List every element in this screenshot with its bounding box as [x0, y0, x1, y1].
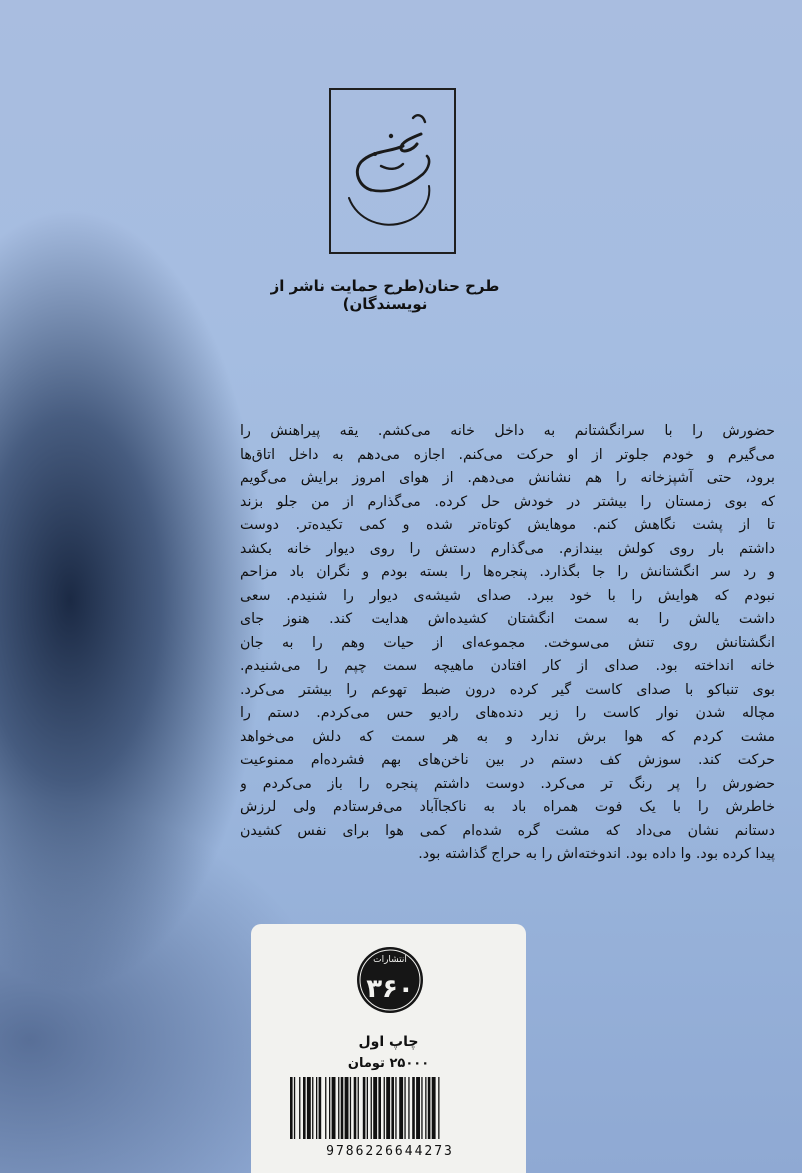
barcode-bar	[386, 1077, 390, 1139]
barcode-bar	[373, 1077, 377, 1139]
publisher-360-logo	[355, 945, 425, 1015]
barcode-bar	[307, 1077, 311, 1139]
barcode-bar	[363, 1077, 366, 1139]
barcode-bar	[399, 1077, 403, 1139]
barcode-bar	[412, 1077, 415, 1139]
blurb-line: نبودم که هوایش را با خود ببرد. صدای شیشه‌ی دیوار را شنیدم. سعی	[240, 587, 775, 604]
barcode-bar	[350, 1077, 351, 1139]
blurb-line: مچاله شدن نوار کاست را زیر دنده‌های رادیو حس می‌کردم. دستم را	[240, 705, 775, 721]
barcode-bar	[312, 1077, 313, 1139]
barcode-bar	[416, 1077, 420, 1139]
series-title: طرح حنان(طرح حمایت ناشر از نویسندگان)	[270, 277, 500, 313]
blurb-line: که بوی زمستان را بیشتر در خودش حل کرده. می‌گذارم از من جلو بزند	[240, 493, 775, 510]
barcode-bar	[421, 1077, 422, 1139]
barcode-bar	[371, 1077, 372, 1139]
barcode-bar	[408, 1077, 409, 1139]
blurb-text	[240, 420, 775, 867]
blurb-line: می‌گیرم و خودم جلوتر از او حرکت می‌کنم. اجازه می‌دهم به داخل اتاق‌ها	[240, 446, 775, 463]
barcode	[288, 1077, 492, 1139]
isbn-number: 9786226644273	[326, 1144, 454, 1159]
barcode-bar	[395, 1077, 396, 1139]
barcode-bar	[391, 1077, 394, 1139]
barcode-bar	[404, 1077, 405, 1139]
barcode-bar	[329, 1077, 330, 1139]
barcode-bar	[319, 1077, 322, 1139]
edition-label: چاپ اول	[358, 1034, 419, 1050]
blurb-line: دستانم نشان می‌داد که مشت گره شده‌ام کمی هوا برای نفس کشیدن	[240, 822, 775, 839]
barcode-bar	[316, 1077, 317, 1139]
blurb-line: داشتم بار روی کولش بیندازم. می‌گذارم دستش را روی دیوار خانه بکشد	[240, 540, 775, 557]
blurb-line: انگشتانش روی تنش می‌سوخت. مجموعه‌ای از حیات وهم را به جان	[240, 634, 775, 651]
blurb-line: داشت یالش را به سمت انگشتان کشیده‌اش هدایت کند. هنوز جای	[240, 611, 775, 627]
barcode-bar	[432, 1077, 436, 1139]
barcode-bar	[428, 1077, 431, 1139]
hanan-calligraphy-logo	[331, 90, 454, 252]
barcode-bar	[438, 1077, 439, 1139]
barcode-bar	[290, 1077, 293, 1139]
barcode-bar	[425, 1077, 426, 1139]
blurb-line: بوی تنباکو با صدای کاست گیر کرده درون ضبط تهوعم را بیشتر می‌کرد.	[240, 681, 775, 698]
publisher-word: انتشارات	[373, 955, 407, 965]
barcode-bar	[367, 1077, 368, 1139]
barcode-bar	[378, 1077, 381, 1139]
blurb-line: تا از پشت نگاهش کنم. موهایش کوتاه‌تر شده و کمی تکیده‌تر. دوست	[240, 517, 775, 533]
barcode-bar	[384, 1077, 385, 1139]
blurb-line: خانه انداخته بود. صدای از کار افتادن ماهیچه سمت چپم را می‌شنیدم.	[240, 658, 775, 674]
barcode-bar	[341, 1077, 344, 1139]
blurb-line: مشت کردم که هوا برش ندارد و به هر سمت که دلش می‌خواهد	[240, 728, 775, 745]
barcode-bar	[294, 1077, 295, 1139]
barcode-bar	[325, 1077, 326, 1139]
barcode-bar	[354, 1077, 357, 1139]
barcode-bar	[332, 1077, 336, 1139]
barcode-bar	[358, 1077, 359, 1139]
blurb-line: خاطرش را با یک فوت همراه باد به ناکجاآباد می‌فرستادم ولی لرزش	[240, 799, 775, 815]
blurb-line: پیدا کرده بود. وا داده بود. اندوخته‌اش را به حراج گذاشته بود.	[418, 846, 775, 862]
blurb-line: حضورش را با سرانگشتانم به داخل خانه می‌کشم. یقه پیراهنش را	[240, 423, 775, 439]
barcode-bar	[303, 1077, 306, 1139]
barcode-bar	[345, 1077, 349, 1139]
blurb-line: برود، حتی آشپزخانه را هم نشانش می‌دهم. از هوای امروز برایش می‌گویم	[240, 470, 775, 486]
publisher-number: ۳۶۰	[366, 974, 414, 1004]
barcode-bar	[338, 1077, 339, 1139]
blurb-line: حضورش را پر رنگ تر می‌کرد. دوست داشتم پنجره را باز می‌کردم و	[240, 775, 775, 792]
price-label: ۲۵۰۰۰ تومان	[347, 1056, 430, 1071]
blurb-line: و رد سر انگشتانش را جا بگذارد. پنجره‌ها را بسته بودم و نگران باد مزاحم	[240, 564, 775, 580]
publisher-label	[251, 924, 526, 1173]
blurb-line: حرکت کند. سوزش کف دستم در بین ناخن‌های بهم فشرده‌ام ممنوعیت	[240, 752, 775, 768]
hanan-logo-box	[329, 88, 456, 254]
barcode-bar	[299, 1077, 300, 1139]
